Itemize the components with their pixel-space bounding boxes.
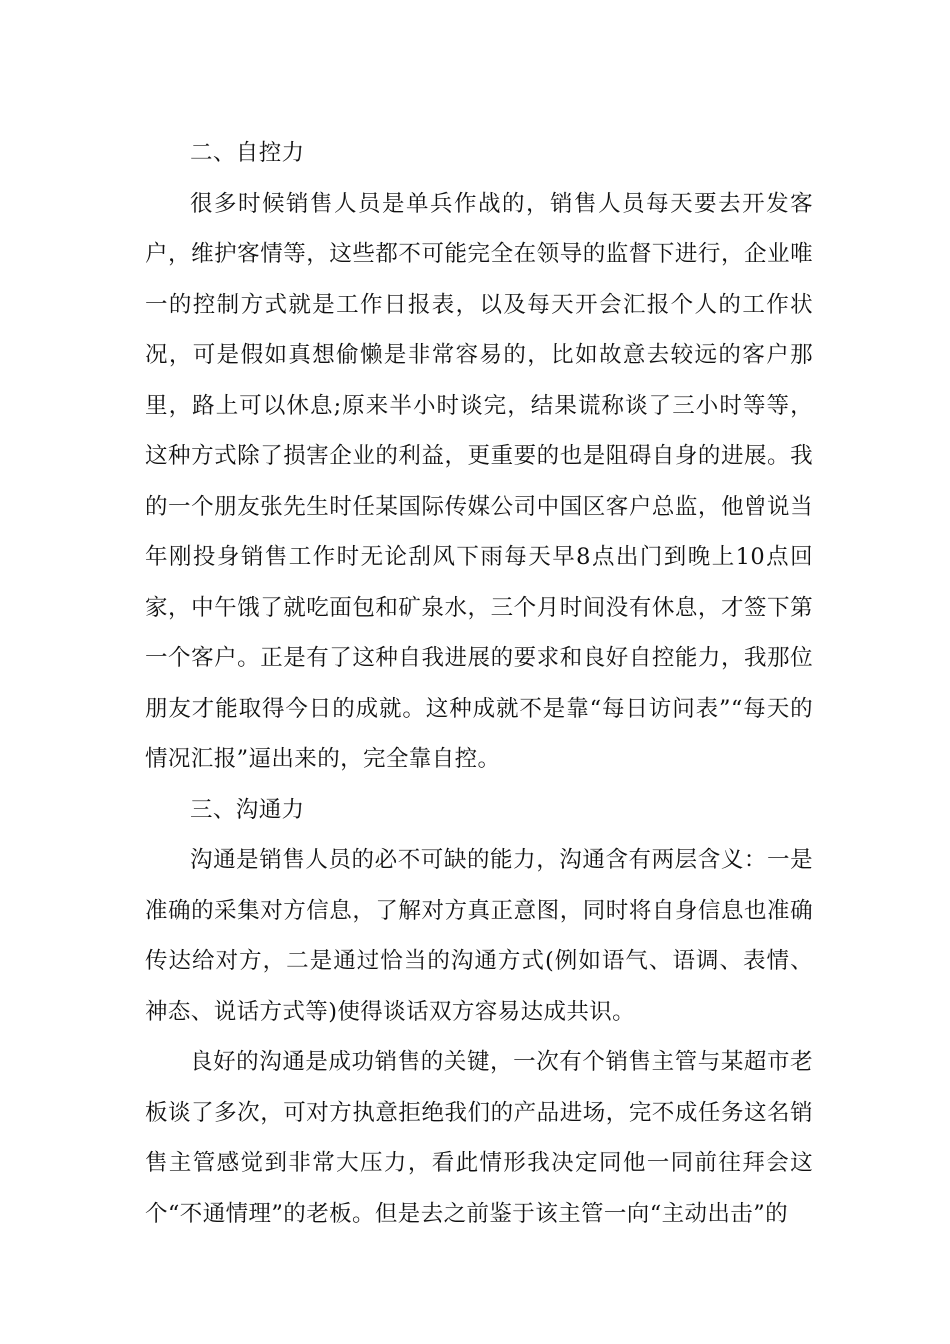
section-heading-self-control: 二、自控力 <box>190 140 305 166</box>
paragraph-communication-example: 良好的沟通是成功销售的关键，一次有个销售主管与某超市老板谈了多次，可对方执意拒绝我们的产品进场，完不成任务这名销售主管感觉到非常大压力，看此情形我决定同他一同前往拜会这个“不通情理”的老板。但是去之前鉴于该主管一向“主动出击”的 <box>145 1049 813 1227</box>
paragraph-communication-definition: 沟通是销售人员的必不可缺的能力，沟通含有两层含义：一是准确的采集对方信息，了解对方真正意图，同时将自身信息也准确传达给对方，二是通过恰当的沟通方式(例如语气、语调、表情、神态、说话方式等)使得谈话双方容易达成共识。 <box>145 847 813 1025</box>
section-heading-communication: 三、沟通力 <box>190 796 305 823</box>
paragraph-self-control: 很多时候销售人员是单兵作战的，销售人员每天要去开发客户，维护客情等，这些都不可能完全在领导的监督下进行，企业唯一的控制方式就是工作日报表，以及每天开会汇报个人的工作状况，可是假如真想偷懒是非常容易的，比如故意去较远的客户那里，路上可以休息;原来半小时谈完，结果谎称谈了三小时等等，这种方式除了损害企业的利益，更重要的也是阻碍自身的进展。我的一个朋友张先生时任某国际传媒公司中国区客户总监，他曾说当年刚投身销售工作时无论刮风下雨每天早8点出门到晚上10点回家，中午饿了就吃面包和矿泉水，三个月时间没有休息，才签下第一个客户。正是有了这种自我进展的要求和良好自控能力，我那位朋友才能取得今日的成就。这种成就不是靠“每日访问表”“每天的情况汇报”逼出来的，完全靠自控。 <box>145 190 813 772</box>
document-body <box>145 128 813 1239</box>
